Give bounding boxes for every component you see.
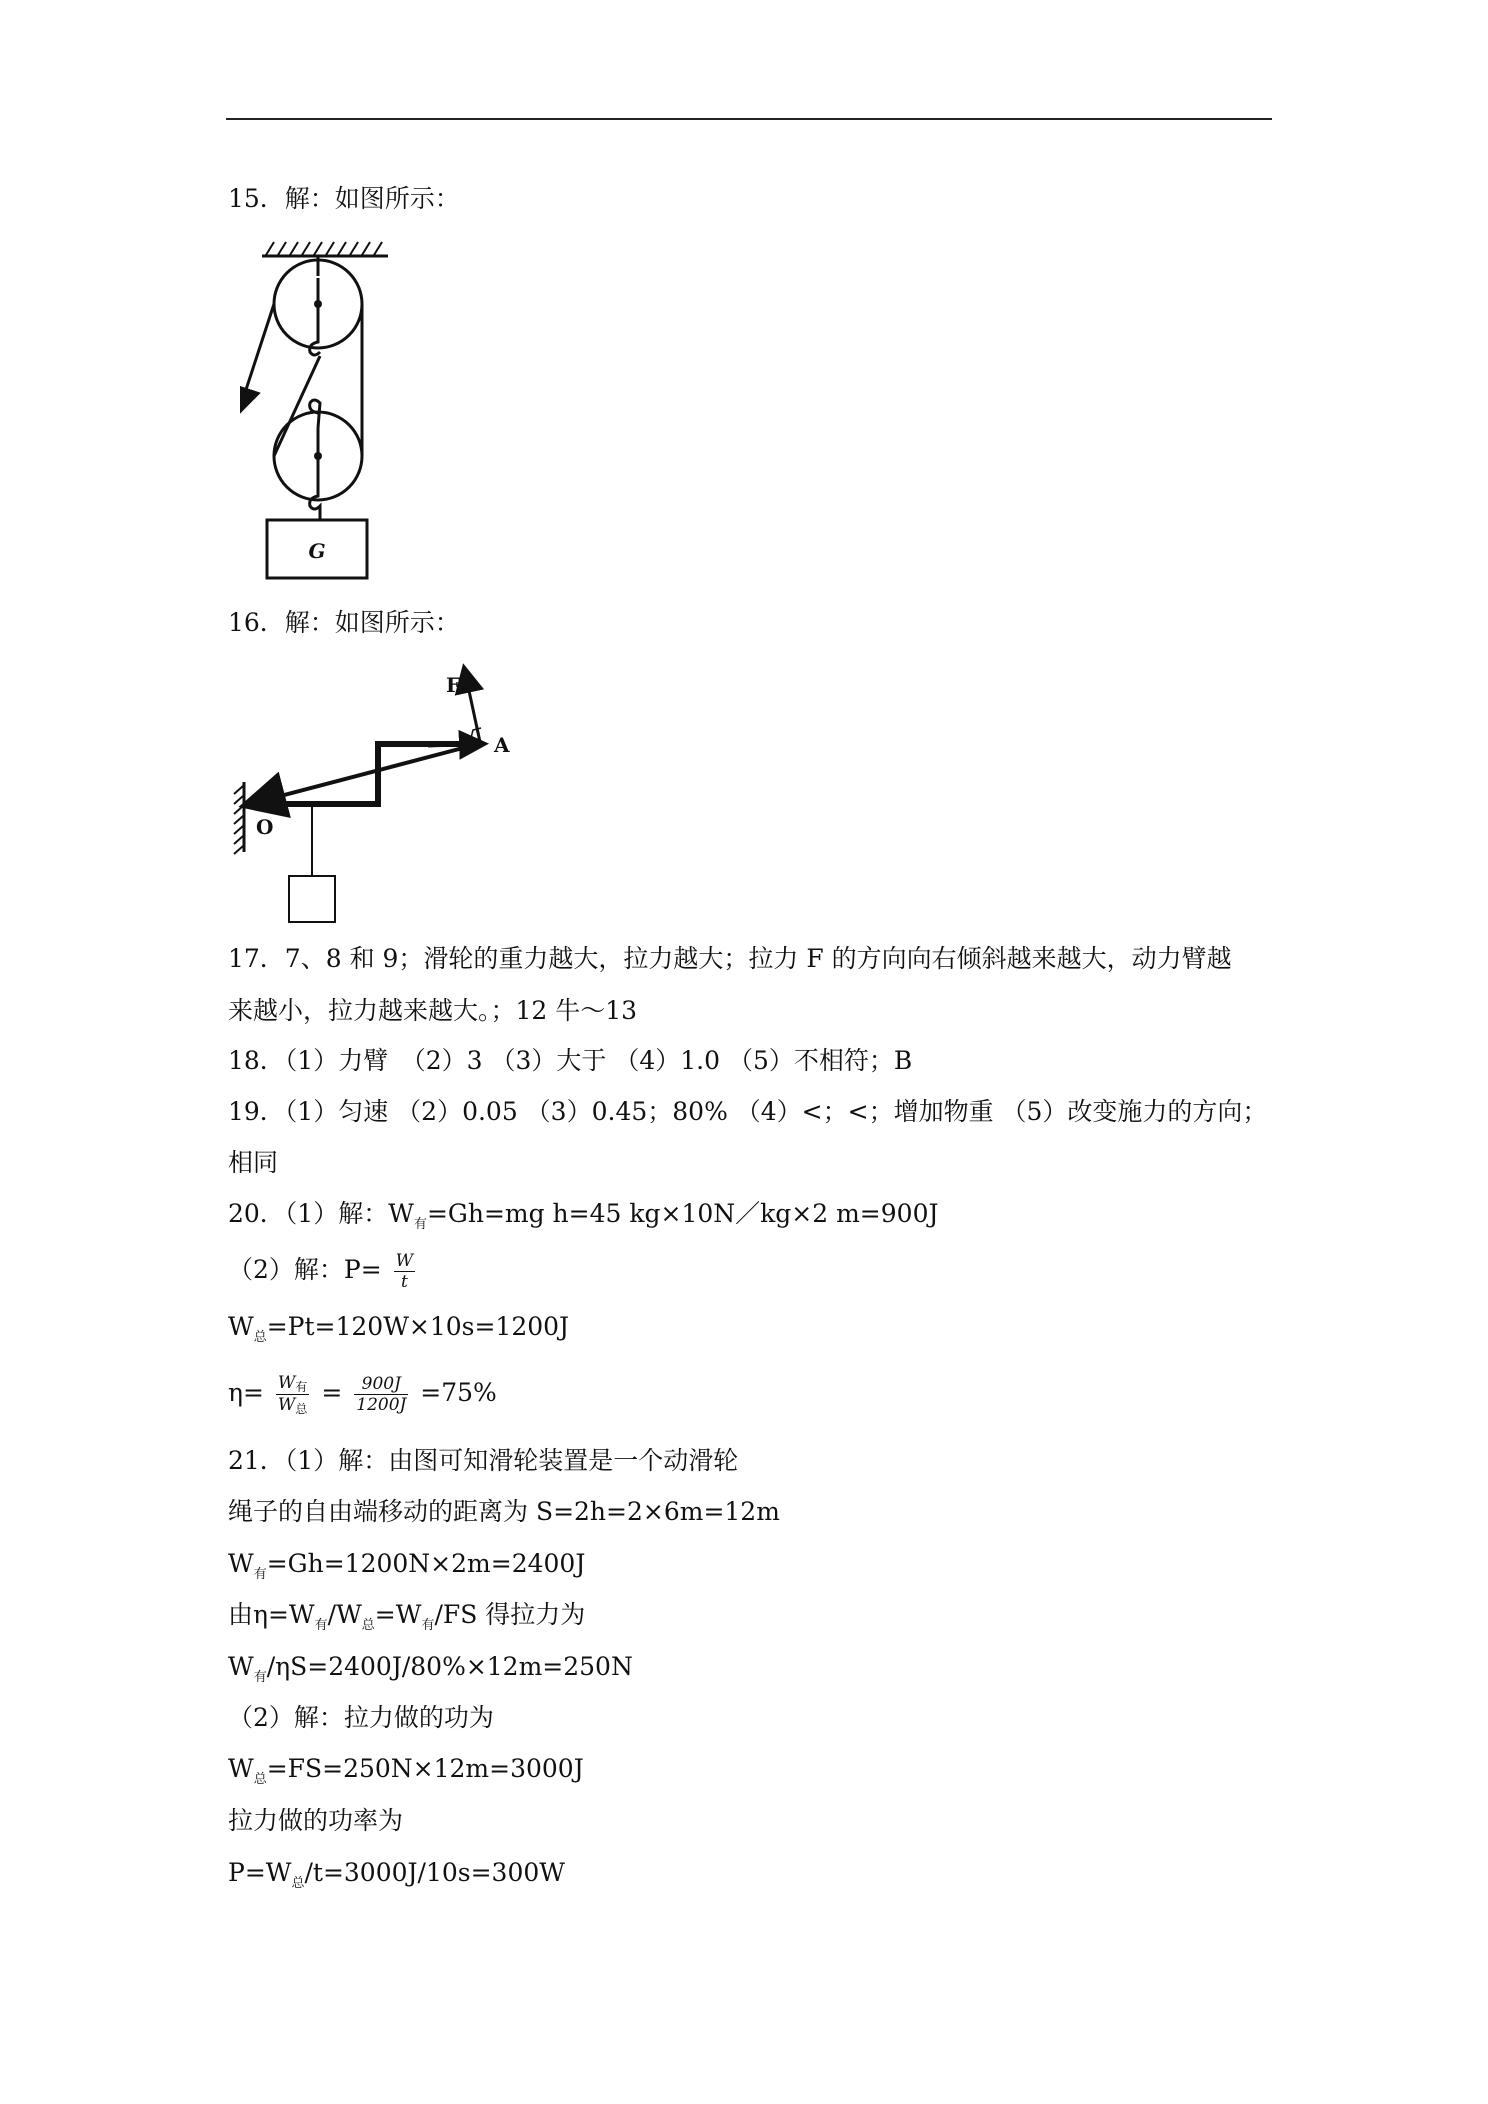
q20-line-4: η= $\frac{\text{W有}}{\text{W总}}$ = $\frac{900J}{1200J}$ =75%: [228, 1373, 497, 1416]
q15-heading: 15．解：如图所示：: [228, 184, 460, 213]
q21-line-7: $W_总=FS=250N\times 12m=3000J$: [228, 1754, 584, 1787]
q21-line-3: $W_有=Gh=1200N\times 2m=2400J$: [228, 1549, 586, 1582]
q21-line-1: 21．（1）解：由图可知滑轮装置是一个动滑轮: [228, 1446, 739, 1475]
point-a-label: A: [494, 733, 510, 757]
q17-line-1: 17．7、8 和 9；滑轮的重力越大，拉力越大；拉力 F 的方向向右倾斜越来越大，动力臂越: [228, 944, 1232, 973]
q20-line-1: 20．（1）解：$W_有=Gh=mg$ h=45 kg×10N／kg×2 m=900J: [228, 1199, 939, 1232]
force-label: F: [446, 673, 461, 697]
q21-line-4: 由$\eta=W_有/W_总=W_有/FS$ 得拉力为: [228, 1600, 586, 1633]
wall: [234, 782, 244, 854]
q17-line-2: 来越小，拉力越来越大。；12 牛～13: [228, 996, 638, 1025]
pulley-diagram: [240, 238, 400, 583]
power-fraction: $\frac{W}{t}$: [395, 1251, 414, 1292]
q21-line-9: $P=W_总/t=3000J/10s=300W$: [228, 1858, 565, 1891]
pull-force-arrow: [240, 304, 274, 408]
value-fraction: $\frac{900J}{1200J}$: [356, 1374, 407, 1415]
header-rule: [226, 118, 1272, 120]
ceiling-support: [262, 242, 388, 256]
a-arrow: [428, 744, 480, 746]
q18-line: 18．（1）力臂 （2）3 （3）大于 （4）1.0 （5）不相符；B: [228, 1046, 913, 1075]
q19-line-1: 19．（1）匀速 （2）0.05 （3）0.45；80% （4）<；<；增加物重 （5）改变施力的方向；: [228, 1097, 1268, 1126]
q20-line-3: $W_总=Pt=120W\times 10s=1200J$: [228, 1312, 570, 1345]
q21-line-2: 绳子的自由端移动的距离为 S=2h=2×6m=12m: [228, 1497, 780, 1526]
q21-line-5: $W_有/\eta S=2400J/80\%\times 12m=250N$: [228, 1652, 633, 1685]
q19-line-2: 相同: [228, 1148, 279, 1177]
lever-diagram: [228, 660, 528, 925]
q21-line-6: （2）解：拉力做的功为: [228, 1703, 494, 1732]
efficiency-fraction: $\frac{\text{W有}}{\text{W总}}$: [277, 1373, 308, 1416]
q20-line-2: （2）解：P= $\frac{W}{t}$: [228, 1251, 414, 1292]
q21-line-8: 拉力做的功率为: [228, 1806, 404, 1835]
q16-heading: 16．解：如图所示：: [228, 608, 460, 637]
weight-label: G: [308, 539, 326, 563]
moment-arm: [250, 744, 478, 804]
point-o-label: O: [256, 815, 274, 839]
hanging-weight: [289, 876, 335, 922]
